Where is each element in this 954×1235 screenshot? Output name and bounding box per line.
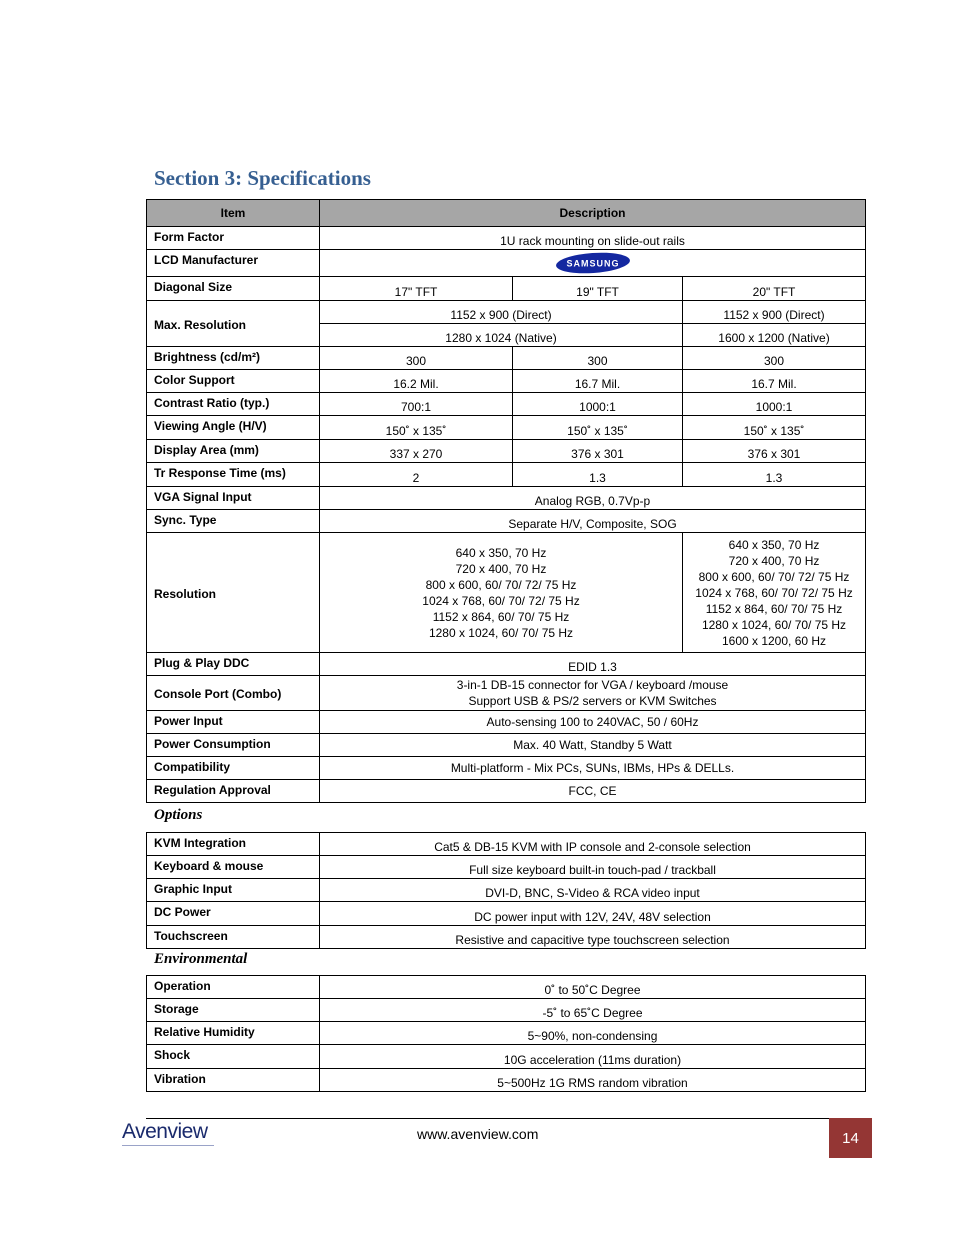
value-17: 2 <box>320 463 513 487</box>
row-value: -5˚ to 65˚C Degree <box>320 999 866 1022</box>
table-row <box>147 999 866 1022</box>
row-label: Regulation Approval <box>147 780 320 803</box>
value-17: 150˚ x 135˚ <box>320 416 513 440</box>
row-label: LCD Manufacturer <box>147 250 320 277</box>
specifications-table <box>146 199 866 803</box>
table-row <box>147 780 866 803</box>
row-label: Vibration <box>147 1069 320 1092</box>
value-20: 300 <box>683 347 866 370</box>
header-item: Item <box>147 200 320 227</box>
table-row <box>147 277 866 301</box>
row-label: Compatibility <box>147 757 320 780</box>
row-label: Touchscreen <box>147 926 320 949</box>
value-19: 1.3 <box>513 463 683 487</box>
row-label: Resolution <box>147 533 320 653</box>
row-value: FCC, CE <box>320 780 866 803</box>
value-17: 300 <box>320 347 513 370</box>
table-row <box>147 463 866 487</box>
value-17: 337 x 270 <box>320 440 513 463</box>
table-row <box>147 902 866 926</box>
value-17-19: 1280 x 1024 (Native) <box>320 324 683 347</box>
row-value: Separate H/V, Composite, SOG <box>320 510 866 533</box>
value-20: 1000:1 <box>683 393 866 416</box>
table-row <box>147 1069 866 1092</box>
row-value: Max. 40 Watt, Standby 5 Watt <box>320 734 866 757</box>
value-20: 376 x 301 <box>683 440 866 463</box>
avenview-logo: Avenview <box>122 1120 208 1143</box>
page-number-badge: 14 <box>829 1118 872 1158</box>
avenview-logo-underline <box>122 1145 214 1146</box>
table-row <box>147 976 866 999</box>
table-row <box>147 416 866 440</box>
samsung-logo <box>555 252 631 274</box>
row-label: Sync. Type <box>147 510 320 533</box>
row-value: DVI-D, BNC, S-Video & RCA video input <box>320 879 866 902</box>
row-value: 10G acceleration (11ms duration) <box>320 1045 866 1069</box>
row-label: Viewing Angle (H/V) <box>147 416 320 440</box>
row-value: 0˚ to 50˚C Degree <box>320 976 866 999</box>
table-row <box>147 1022 866 1045</box>
table-row <box>147 653 866 676</box>
row-value: 3-in-1 DB-15 connector for VGA / keyboard /mouse Support USB & PS/2 servers or KVM Switches <box>320 676 866 711</box>
table-row <box>147 347 866 370</box>
table-header-row <box>147 200 866 227</box>
value-20: 1.3 <box>683 463 866 487</box>
footer-divider <box>146 1118 829 1119</box>
row-label: Max. Resolution <box>147 301 320 347</box>
table-row <box>147 393 866 416</box>
table-row <box>147 734 866 757</box>
samsung-logo-text: SAMSUNG <box>565 258 620 269</box>
row-value: Multi-platform - Mix PCs, SUNs, IBMs, HPs & DELLs. <box>320 757 866 780</box>
value-19: 19" TFT <box>513 277 683 301</box>
row-label: Operation <box>147 976 320 999</box>
row-value: DC power input with 12V, 24V, 48V selection <box>320 902 866 926</box>
value-17: 16.2 Mil. <box>320 370 513 393</box>
environmental-heading: Environmental <box>154 951 248 967</box>
value-19: 300 <box>513 347 683 370</box>
value-19: 16.7 Mil. <box>513 370 683 393</box>
row-label: Graphic Input <box>147 879 320 902</box>
row-label: Power Consumption <box>147 734 320 757</box>
table-row <box>147 227 866 250</box>
row-value: 5~500Hz 1G RMS random vibration <box>320 1069 866 1092</box>
table-row <box>147 440 866 463</box>
row-label: Plug & Play DDC <box>147 653 320 676</box>
value-20: 1600 x 1200 (Native) <box>683 324 866 347</box>
row-label: DC Power <box>147 902 320 926</box>
row-label: Power Input <box>147 711 320 734</box>
table-row <box>147 370 866 393</box>
section-title: Section 3: Specifications <box>154 166 371 190</box>
row-label: Shock <box>147 1045 320 1069</box>
row-label: Storage <box>147 999 320 1022</box>
table-row <box>147 250 866 277</box>
row-value: Auto-sensing 100 to 240VAC, 50 / 60Hz <box>320 711 866 734</box>
table-row <box>147 487 866 510</box>
table-row <box>147 926 866 949</box>
row-label: Contrast Ratio (typ.) <box>147 393 320 416</box>
row-label: Form Factor <box>147 227 320 250</box>
value-17-19: 1152 x 900 (Direct) <box>320 301 683 324</box>
footer-url: www.avenview.com <box>417 1126 539 1142</box>
value-20: 16.7 Mil. <box>683 370 866 393</box>
row-value: Resistive and capacitive type touchscreen selection <box>320 926 866 949</box>
environmental-table <box>146 975 866 1092</box>
table-row <box>147 533 866 653</box>
value-20: 1152 x 900 (Direct) <box>683 301 866 324</box>
row-label: Brightness (cd/m²) <box>147 347 320 370</box>
options-table <box>146 832 866 949</box>
table-row <box>147 510 866 533</box>
samsung-logo-cell <box>320 250 866 277</box>
row-value: EDID 1.3 <box>320 653 866 676</box>
row-label: Keyboard & mouse <box>147 856 320 879</box>
row-label: Display Area (mm) <box>147 440 320 463</box>
row-value: Full size keyboard built-in touch-pad / trackball <box>320 856 866 879</box>
row-label: Color Support <box>147 370 320 393</box>
table-row <box>147 856 866 879</box>
value-19: 150˚ x 135˚ <box>513 416 683 440</box>
row-label: KVM Integration <box>147 833 320 856</box>
table-row <box>147 676 866 711</box>
row-value: Cat5 & DB-15 KVM with IP console and 2-console selection <box>320 833 866 856</box>
value-17: 700:1 <box>320 393 513 416</box>
row-value: 5~90%, non-condensing <box>320 1022 866 1045</box>
row-label: Diagonal Size <box>147 277 320 301</box>
row-label: Tr Response Time (ms) <box>147 463 320 487</box>
row-label: Relative Humidity <box>147 1022 320 1045</box>
options-heading: Options <box>154 807 203 823</box>
table-row <box>147 833 866 856</box>
table-row <box>147 757 866 780</box>
value-20: 20" TFT <box>683 277 866 301</box>
value-19: 376 x 301 <box>513 440 683 463</box>
value-20: 640 x 350, 70 Hz 720 x 400, 70 Hz 800 x 600, 60/ 70/ 72/ 75 Hz 1024 x 768, 60/ 70/ 72/ 75 Hz 1152 x 864, 60/ 70/ 75 Hz 1280 x 1024, 60/ 70/ 75 Hz 1600 x 1200, 60 Hz <box>683 533 866 653</box>
table-row <box>147 301 866 324</box>
row-label: VGA Signal Input <box>147 487 320 510</box>
value-17: 17" TFT <box>320 277 513 301</box>
table-row <box>147 879 866 902</box>
value-19: 1000:1 <box>513 393 683 416</box>
row-value: Analog RGB, 0.7Vp-p <box>320 487 866 510</box>
row-value: 1U rack mounting on slide-out rails <box>320 227 866 250</box>
value-17-19: 640 x 350, 70 Hz 720 x 400, 70 Hz 800 x 600, 60/ 70/ 72/ 75 Hz 1024 x 768, 60/ 70/ 72/ 75 Hz 1152 x 864, 60/ 70/ 75 Hz 1280 x 1024, 60/ 70/ 75 Hz <box>320 533 683 653</box>
table-row <box>147 1045 866 1069</box>
header-description: Description <box>320 200 866 227</box>
value-20: 150˚ x 135˚ <box>683 416 866 440</box>
row-label: Console Port (Combo) <box>147 676 320 711</box>
table-row <box>147 711 866 734</box>
